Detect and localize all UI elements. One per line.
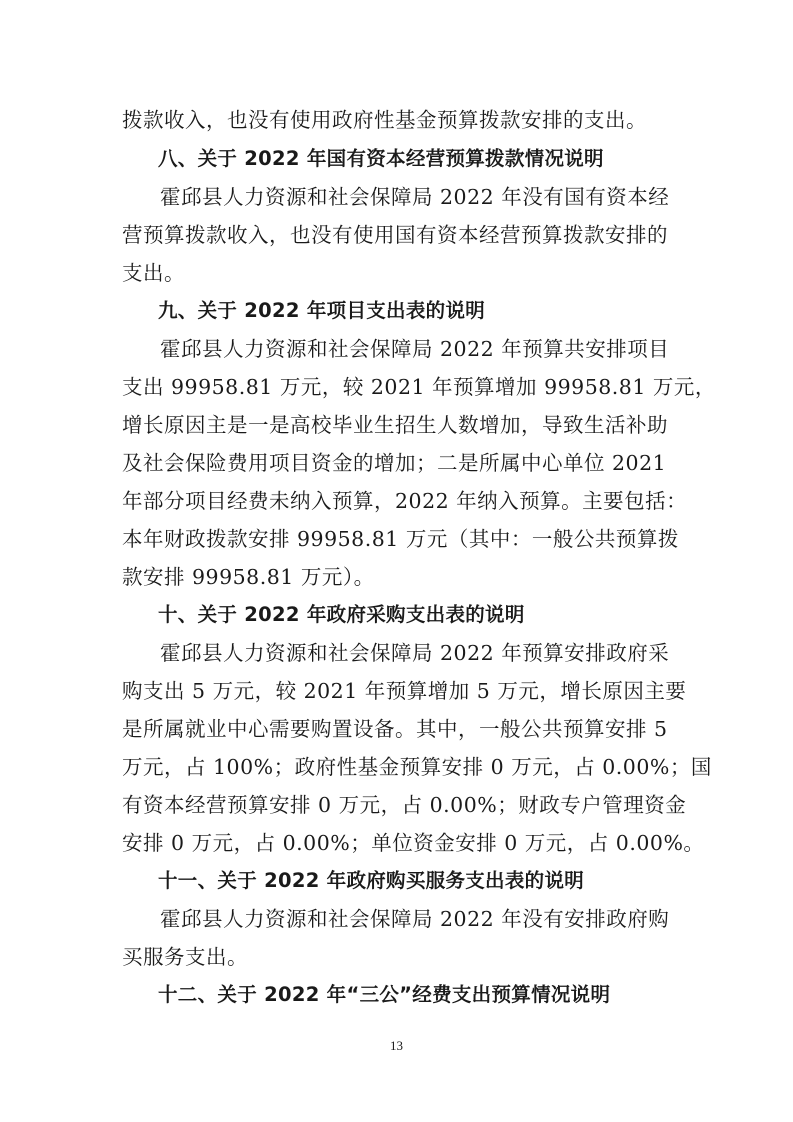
text-line: 霍邱县人力资源和社会保障局 2022 年预算安排政府采 [160,641,670,665]
text-line: 购支出 5 万元，较 2021 年预算增加 5 万元，增长原因主要 [122,679,687,703]
page-number: 13 [390,1038,403,1053]
text-line: 支出。 [122,261,185,285]
text-line: 是所属就业中心需要购置设备。其中，一般公共预算安排 5 [122,717,668,741]
text-line: 增长原因主是一是高校毕业生招生人数增加，导致生活补助 [122,413,668,437]
text-line: 支出 99958.81 万元，较 2021 年预算增加 99958.81 万元， [122,375,716,399]
text-line: 有资本经营预算安排 0 万元，占 0.00%；财政专户管理资金 [122,793,687,817]
section-heading-8: 八、关于 2022 年国有资本经营预算拨款情况说明 [158,147,604,170]
text-line: 买服务支出。 [122,945,248,969]
text-line: 拨款收入，也没有使用政府性基金预算拨款安排的支出。 [122,108,647,132]
text-line: 霍邱县人力资源和社会保障局 2022 年没有安排政府购 [160,907,670,931]
text-line: 安排 0 万元，占 0.00%；单位资金安排 0 万元，占 0.00%。 [122,831,705,855]
text-line: 霍邱县人力资源和社会保障局 2022 年预算共安排项目 [160,337,670,361]
text-line: 款安排 99958.81 万元）。 [122,565,375,589]
section-heading-11: 十一、关于 2022 年政府购买服务支出表的说明 [158,869,585,892]
text-line: 万元，占 100%；政府性基金预算安排 0 万元，占 0.00%；国 [122,755,712,779]
section-heading-12: 十二、关于 2022 年“三公”经费支出预算情况说明 [158,983,611,1006]
text-line: 营预算拨款收入，也没有使用国有资本经营预算拨款安排的 [122,223,668,247]
text-line: 霍邱县人力资源和社会保障局 2022 年没有国有资本经 [160,185,670,209]
section-heading-9: 九、关于 2022 年项目支出表的说明 [158,299,486,322]
text-line: 年部分项目经费未纳入预算，2022 年纳入预算。主要包括： [122,489,688,513]
section-heading-10: 十、关于 2022 年政府采购支出表的说明 [158,603,525,626]
text-line: 及社会保险费用项目资金的增加；二是所属中心单位 2021 [122,451,667,475]
text-line: 本年财政拨款安排 99958.81 万元（其中：一般公共预算拨 [122,527,679,551]
